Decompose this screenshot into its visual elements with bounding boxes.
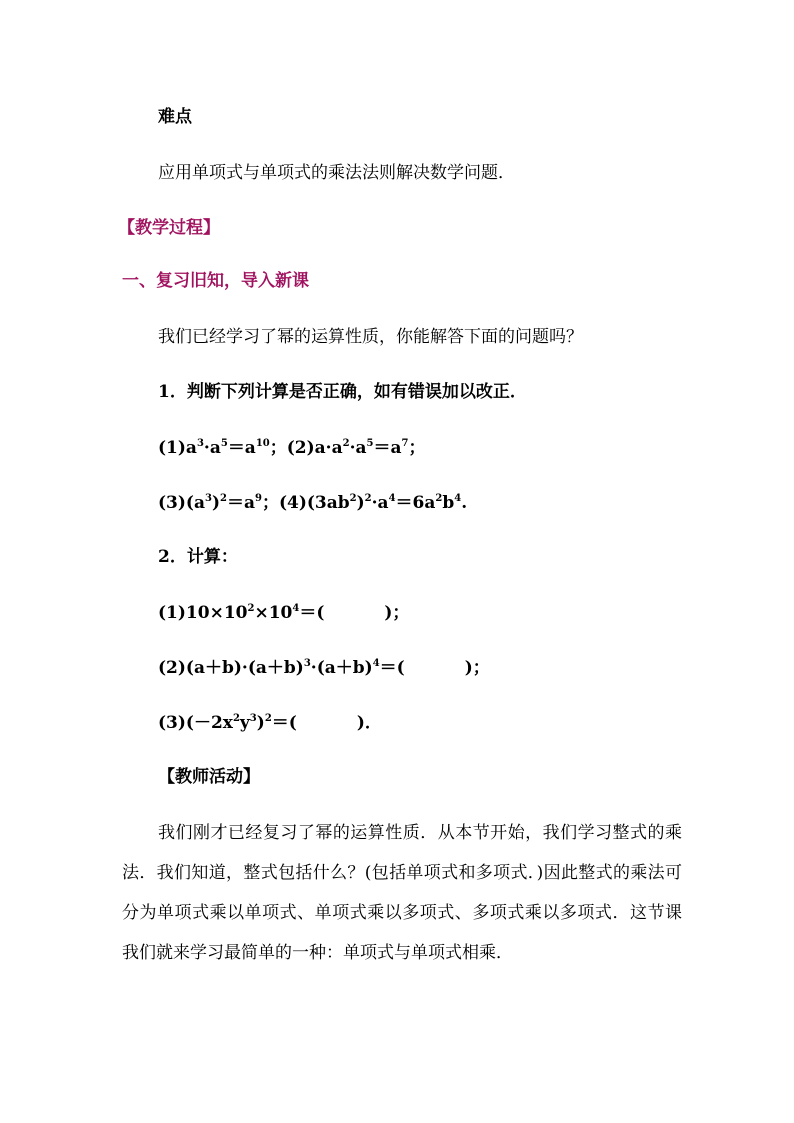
question-2-item-2: $(2)(a+b)\cdot(a+b)^3\cdot(a+b)^4=$( )； [158,658,490,678]
question-1-items-b: $(3)(a^3)^2=a^9$；$(4)(3ab^2)^2\cdot a^4=6a^2b^4$. [158,493,468,513]
question-1-items-a: $(1)a^3\cdot a^5=a^{10}$；$(2)a\cdot a^2\cdot a^5=a^7$； [158,438,426,458]
question-2-item-3: $(3)(-2x^2y^3)^2=$( )． [158,713,382,733]
section-1-heading: 一、复习旧知，导入新课 [122,271,309,291]
question-2-prompt: 2．计算： [158,547,238,567]
teaching-process-heading: 【教学过程】 [118,218,220,238]
difficulty-text: 应用单项式与单项式的乘法法则解决数学问题． [158,163,515,183]
question-1-prompt: 1．判断下列计算是否正确，如有错误加以改正． [158,382,527,402]
difficulty-heading: 难点 [158,107,192,127]
teacher-activity-heading: 【教师活动】 [158,767,260,787]
teacher-activity-paragraph: 我们刚才已经复习了幂的运算性质．从本节开始，我们学习整式的乘法．我们知道，整式包括什么？(包括单项式和多项式．)因此整式的乘法可分为单项式乘以单项式、单项式乘以多项式、多项式乘以多项式．这节课我们就来学习最简单的一种：单项式与单项式相乘． [122,823,682,963]
review-intro: 我们已经学习了幂的运算性质，你能解答下面的问题吗？ [158,327,583,347]
question-2-item-1: $(1)10\times 10^2\times 10^4=$( )； [158,603,410,623]
